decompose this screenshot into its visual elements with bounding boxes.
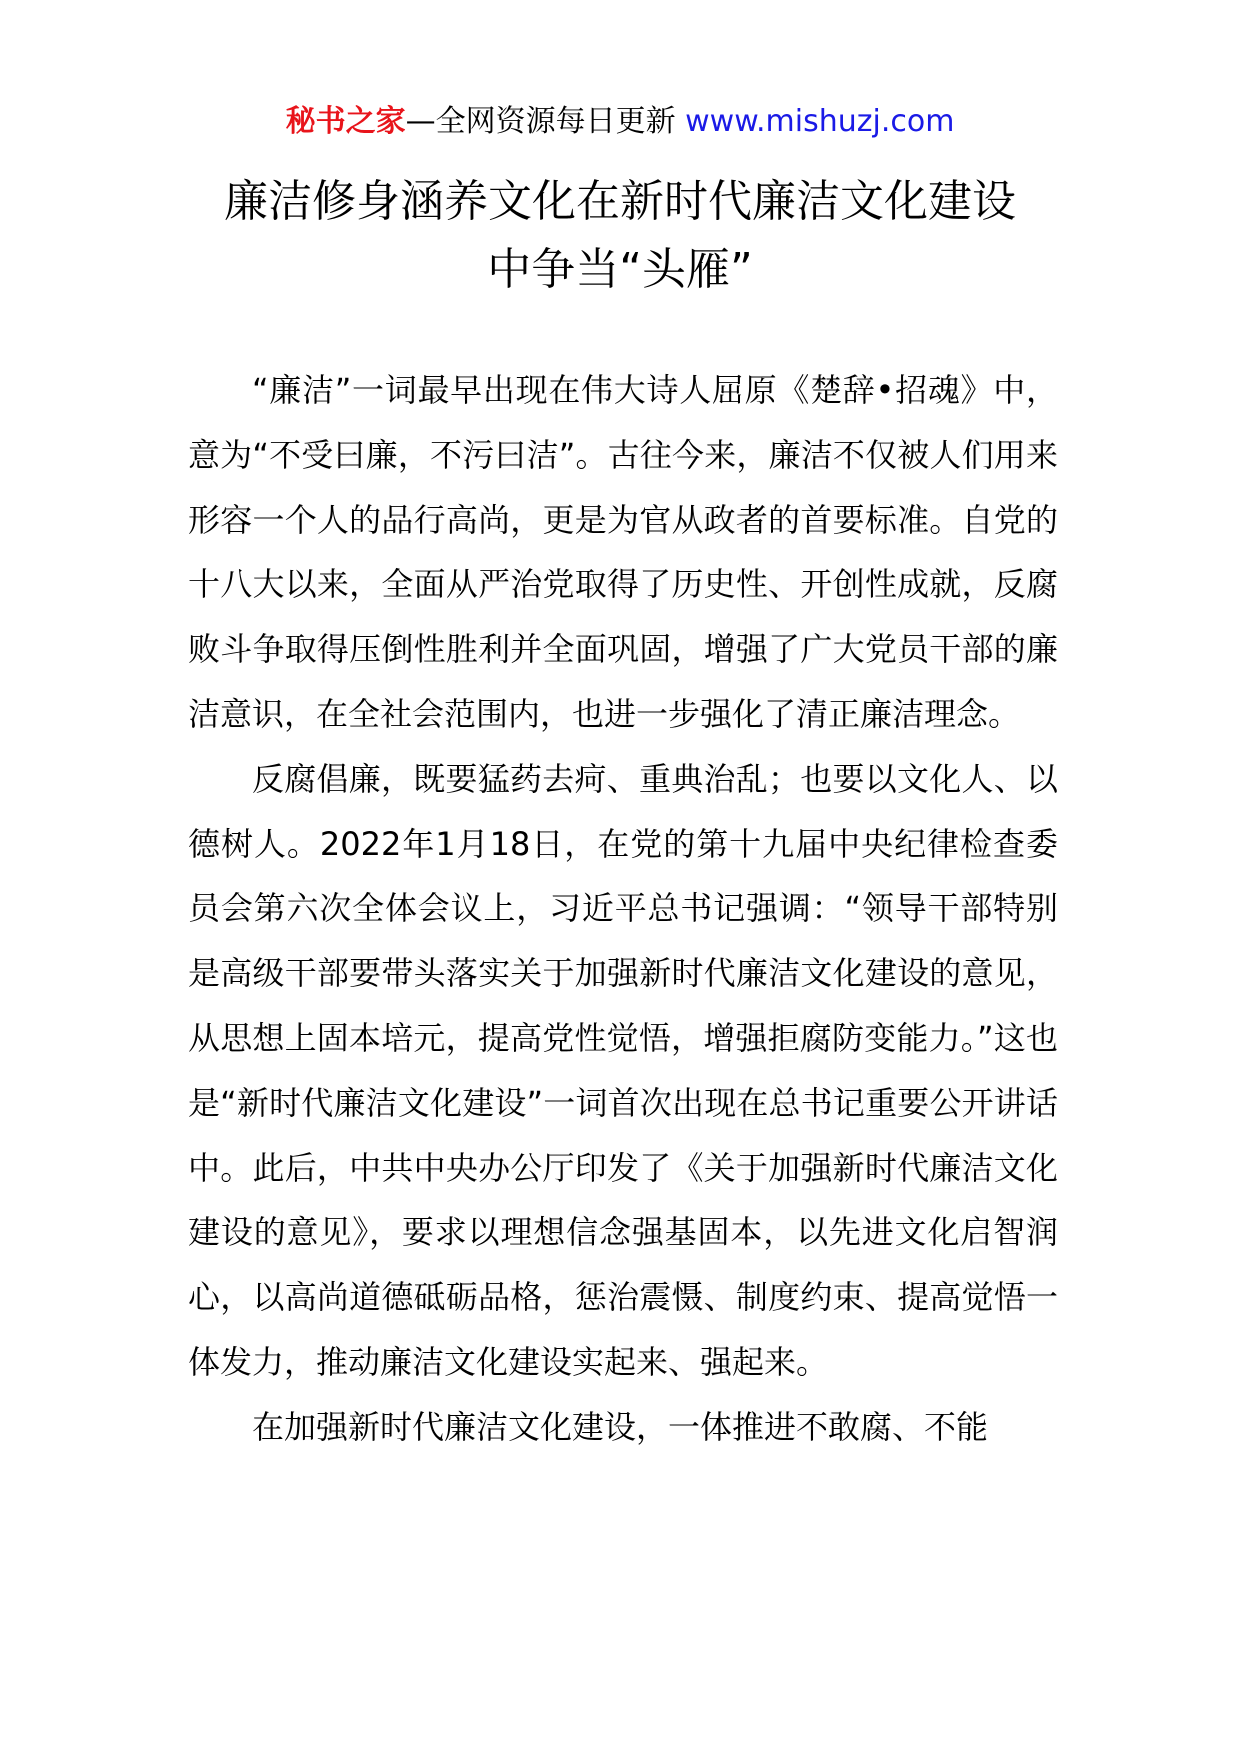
title-line-1: 廉洁修身涵养文化在新时代廉洁文化建设	[224, 176, 1016, 227]
document-title	[0, 168, 1240, 304]
document-body	[188, 358, 1058, 1460]
paragraph-1: “廉洁”一词最早出现在伟大诗人屈原《楚辞•招魂》中，意为“不受曰廉，不污曰洁”。古往今来，廉洁不仅被人们用来形容一个人的品行高尚，更是为官从政者的首要标准。自党的十八大以来，全面从严治党取得了历史性、开创性成就，反腐败斗争取得压倒性胜利并全面巩固，增强了广大党员干部的廉洁意识，在全社会范围内，也进一步强化了清正廉洁理念。	[188, 371, 1058, 733]
paragraph-2: 反腐倡廉，既要猛药去疴、重典治乱；也要以文化人、以德树人。2022年1月18日，在党的第十九届中央纪律检查委员会第六次全体会议上，习近平总书记强调：“领导干部特别是高级干部要带头落实关于加强新时代廉洁文化建设的意见，从思想上固本培元，提高党性觉悟，增强拒腐防变能力。”这也是“新时代廉洁文化建设”一词首次出现在总书记重要公开讲话中。此后，中共中央办公厅印发了《关于加强新时代廉洁文化建设的意见》，要求以理想信念强基固本，以先进文化启智润心，以高尚道德砥砺品格，惩治震慑、制度约束、提高觉悟一体发力，推动廉洁文化建设实起来、强起来。	[188, 759, 1058, 1381]
site-brand: 秘书之家	[285, 104, 406, 139]
paragraph-3: 在加强新时代廉洁文化建设，一体推进不敢腐、不能	[252, 1407, 989, 1446]
site-url-link[interactable]: www.mishuzj.com	[685, 104, 955, 139]
title-line-2: 中争当“头雁”	[487, 244, 753, 295]
site-header	[0, 100, 1240, 144]
site-tagline: —全网资源每日更新	[405, 104, 676, 139]
